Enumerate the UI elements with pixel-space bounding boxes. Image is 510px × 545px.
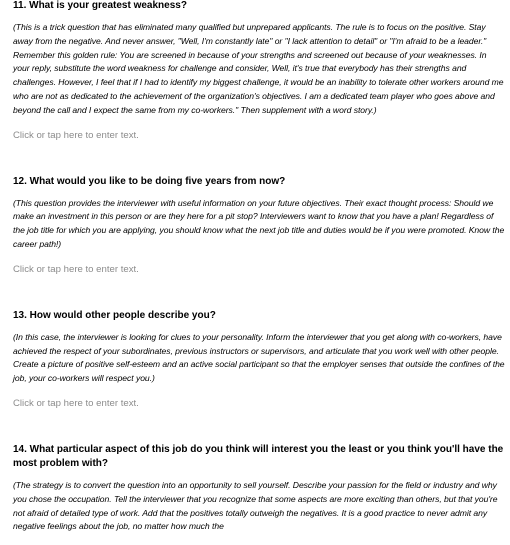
question-14 (13, 443, 505, 534)
question-12 (13, 175, 505, 277)
question-title: 11. What is your greatest weakness? (13, 0, 187, 11)
question-guidance: (In this case, the interviewer is looking for clues to your personality. Inform the interviewer that you get along with co-workers, have achieved the respect of your subordinates, previous instructors or supervisors, and articulate that you work well with other people. Create a picture of positive self-esteem and an active social participant so that the employer senses that outside the confines of the job, your co-workers will respect you.) (13, 331, 505, 384)
document-page (13, 0, 505, 541)
spacer (13, 277, 505, 309)
spacer (13, 411, 505, 443)
question-11 (13, 0, 505, 143)
answer-text-field[interactable]: Click or tap here to enter text. (13, 263, 139, 275)
question-13 (13, 309, 505, 411)
question-title: 13. How would other people describe you? (13, 309, 216, 321)
question-guidance: (The strategy is to convert the question into an opportunity to sell yourself. Describe your passion for the field or industry and why you chose the occupation. Tell the interviewer that you recognize that some aspects are more exciting than others, but that you're not afraid of detailed type of work. Add that the positives totally outweigh the negatives. It is a good practice to never admit any negative feelings about the job, no matter how much the (13, 479, 498, 532)
answer-text-field[interactable]: Click or tap here to enter text. (13, 397, 139, 409)
answer-text-field[interactable]: Click or tap here to enter text. (13, 129, 139, 141)
spacer (13, 143, 505, 175)
question-title: 12. What would you like to be doing five years from now? (13, 175, 286, 187)
question-guidance: (This question provides the interviewer with useful information on your future objectives. Their exact thought process: Should we make an investment in this person or are they here for a pit stop? Interviewers want to know that you have a plan! Regardless of the job title for which you are applying, you should know what the next job title and duties would be if you were promoted. Know the career path!) (13, 197, 505, 249)
question-title: 14. What particular aspect of this job do you think will interest you the least or you think you'll have the most problem with? (13, 443, 504, 469)
question-guidance: (This is a trick question that has eliminated many qualified but unprepared applicants. The rule is to focus on the positive. Stay away from the negative. And never answer, "Well, I'm constantly late" or "I lack attention to detail" or "I'm afraid to be a leader." Remember this golden rule: You are screened in because of your strengths and screened out because of your weaknesses. In your reply, substitute the word weakness for challenge and consider, Well, it's true that everybody has their strengths and challenges. However, I feel that if I had to identify my biggest challenge, it would be an inability to tolerate other workers around me who are not as dedicated to the achievement of the organization's objectives. I am a dedicated team player who goes above and beyond the call and I expect the same from my co-workers." Then supplement with a word story.) (13, 22, 504, 115)
